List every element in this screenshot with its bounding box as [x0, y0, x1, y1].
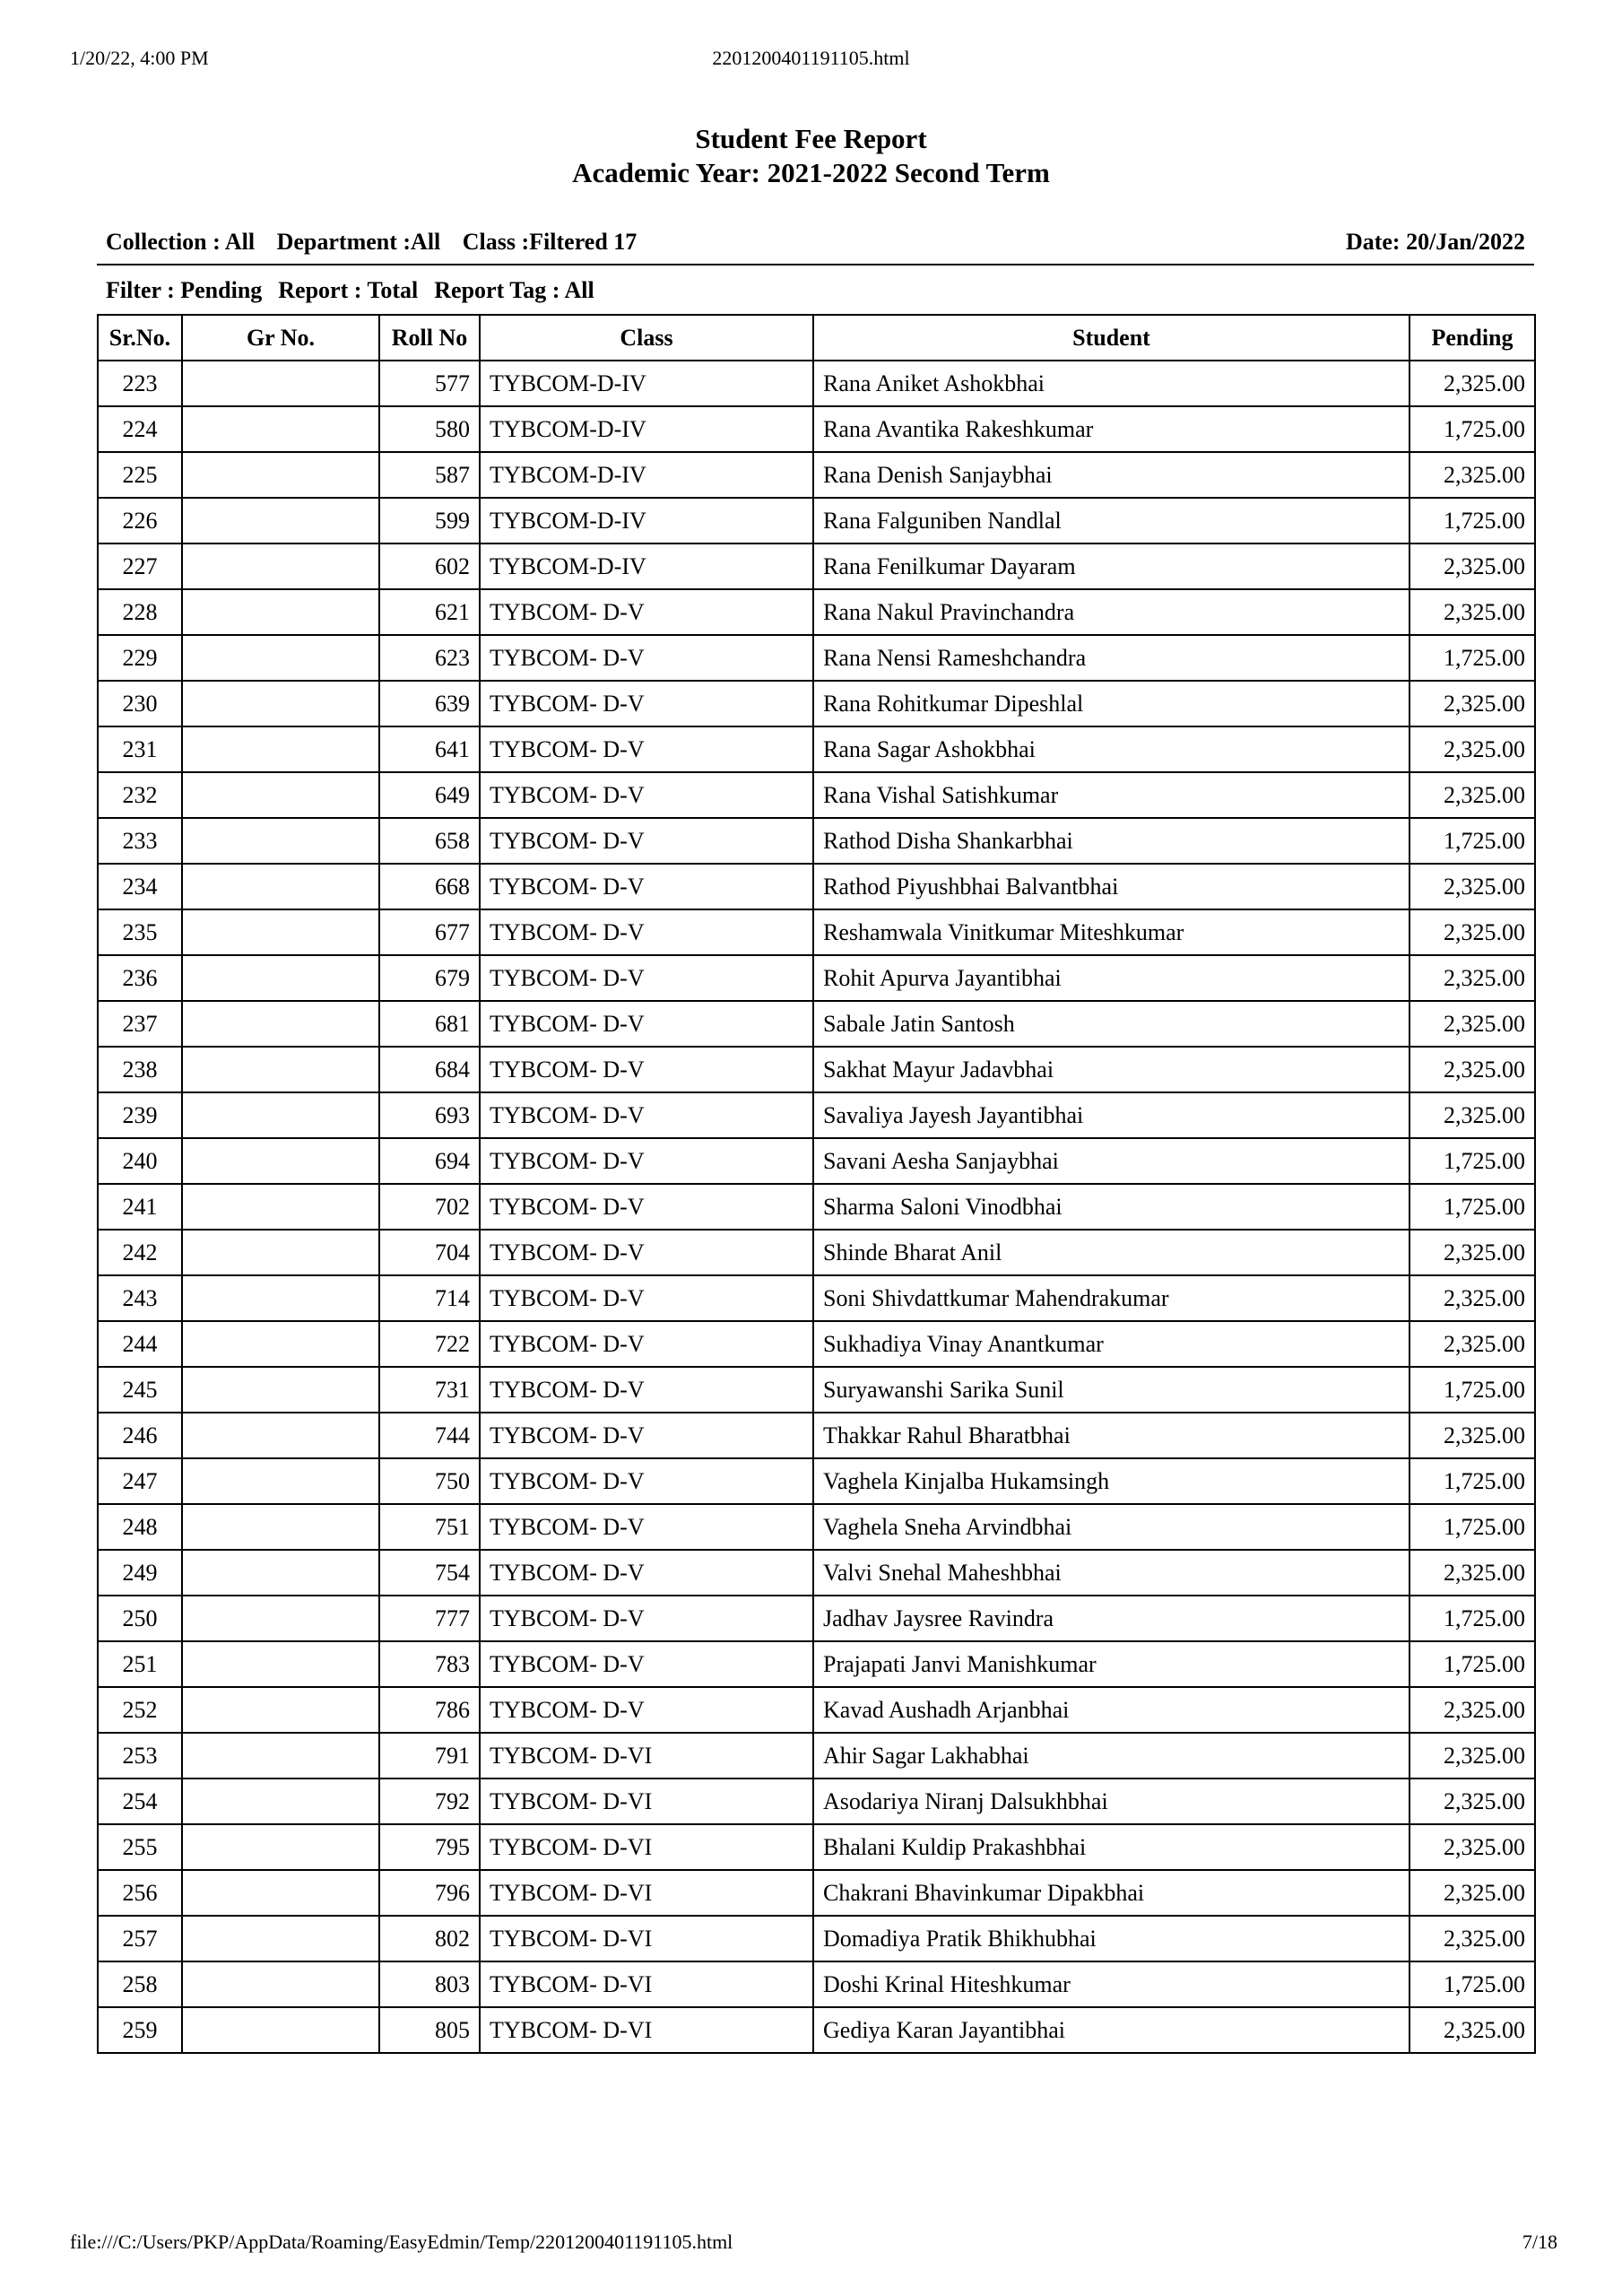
cell-sr-no: 223	[98, 361, 182, 406]
cell-sr-no: 237	[98, 1001, 182, 1047]
cell-pending: 1,725.00	[1409, 1367, 1535, 1413]
cell-gr-no	[182, 589, 379, 635]
filter-row-1	[97, 222, 1534, 262]
cell-class: TYBCOM- D-VI	[480, 1870, 813, 1916]
header-sr-no: Sr.No.	[98, 315, 182, 361]
cell-student: Kavad Aushadh Arjanbhai	[813, 1687, 1409, 1733]
table-row	[98, 1184, 1535, 1230]
table-row	[98, 818, 1535, 864]
table-row	[98, 1275, 1535, 1321]
cell-pending: 2,325.00	[1409, 1047, 1535, 1092]
cell-pending: 2,325.00	[1409, 452, 1535, 498]
cell-class: TYBCOM- D-V	[480, 1138, 813, 1184]
cell-roll-no: 580	[379, 406, 480, 452]
cell-pending: 2,325.00	[1409, 1779, 1535, 1824]
cell-pending: 2,325.00	[1409, 1001, 1535, 1047]
cell-class: TYBCOM- D-V	[480, 1596, 813, 1641]
cell-sr-no: 239	[98, 1092, 182, 1138]
cell-class: TYBCOM- D-VI	[480, 1779, 813, 1824]
cell-gr-no	[182, 1641, 379, 1687]
cell-gr-no	[182, 681, 379, 726]
cell-student: Rana Rohitkumar Dipeshlal	[813, 681, 1409, 726]
table-header-row	[98, 315, 1535, 361]
cell-class: TYBCOM- D-VI	[480, 1824, 813, 1870]
cell-gr-no	[182, 1230, 379, 1275]
cell-roll-no: 805	[379, 2007, 480, 2053]
cell-student: Savani Aesha Sanjaybhai	[813, 1138, 1409, 1184]
cell-class: TYBCOM- D-V	[480, 1047, 813, 1092]
cell-roll-no: 658	[379, 818, 480, 864]
cell-class: TYBCOM- D-V	[480, 1275, 813, 1321]
cell-sr-no: 236	[98, 955, 182, 1001]
cell-student: Rana Avantika Rakeshkumar	[813, 406, 1409, 452]
cell-pending: 2,325.00	[1409, 1413, 1535, 1458]
cell-gr-no	[182, 2007, 379, 2053]
table-row	[98, 544, 1535, 589]
cell-student: Sukhadiya Vinay Anantkumar	[813, 1321, 1409, 1367]
cell-sr-no: 247	[98, 1458, 182, 1504]
cell-student: Rana Sagar Ashokbhai	[813, 726, 1409, 772]
report-title-block	[0, 122, 1622, 190]
cell-gr-no	[182, 864, 379, 909]
cell-class: TYBCOM- D-V	[480, 1001, 813, 1047]
table-row	[98, 1550, 1535, 1596]
cell-roll-no: 621	[379, 589, 480, 635]
cell-student: Rana Aniket Ashokbhai	[813, 361, 1409, 406]
cell-gr-no	[182, 544, 379, 589]
cell-gr-no	[182, 1001, 379, 1047]
cell-sr-no: 242	[98, 1230, 182, 1275]
cell-roll-no: 791	[379, 1733, 480, 1779]
cell-pending: 2,325.00	[1409, 726, 1535, 772]
header-class: Class	[480, 315, 813, 361]
cell-student: Asodariya Niranj Dalsukhbhai	[813, 1779, 1409, 1824]
cell-pending: 2,325.00	[1409, 544, 1535, 589]
cell-roll-no: 684	[379, 1047, 480, 1092]
cell-sr-no: 256	[98, 1870, 182, 1916]
table-row	[98, 1230, 1535, 1275]
cell-roll-no: 796	[379, 1870, 480, 1916]
cell-student: Bhalani Kuldip Prakashbhai	[813, 1824, 1409, 1870]
cell-roll-no: 754	[379, 1550, 480, 1596]
cell-sr-no: 230	[98, 681, 182, 726]
cell-gr-no	[182, 406, 379, 452]
cell-gr-no	[182, 1870, 379, 1916]
page-number: 7/18	[1522, 2231, 1557, 2253]
header-pending: Pending	[1409, 315, 1535, 361]
cell-class: TYBCOM- D-VI	[480, 1916, 813, 1961]
cell-roll-no: 722	[379, 1321, 480, 1367]
cell-class: TYBCOM- D-VI	[480, 2007, 813, 2053]
report-subtitle: Academic Year: 2021-2022 Second Term	[572, 157, 1050, 188]
cell-student: Prajapati Janvi Manishkumar	[813, 1641, 1409, 1687]
cell-roll-no: 649	[379, 772, 480, 818]
cell-sr-no: 254	[98, 1779, 182, 1824]
cell-sr-no: 252	[98, 1687, 182, 1733]
cell-class: TYBCOM-D-IV	[480, 544, 813, 589]
cell-roll-no: 602	[379, 544, 480, 589]
cell-student: Doshi Krinal Hiteshkumar	[813, 1961, 1409, 2007]
cell-student: Rathod Disha Shankarbhai	[813, 818, 1409, 864]
cell-roll-no: 777	[379, 1596, 480, 1641]
cell-student: Chakrani Bhavinkumar Dipakbhai	[813, 1870, 1409, 1916]
cell-gr-no	[182, 1596, 379, 1641]
cell-gr-no	[182, 1321, 379, 1367]
table-row	[98, 635, 1535, 681]
collection-filter: Collection : All	[106, 229, 256, 255]
cell-pending: 2,325.00	[1409, 1870, 1535, 1916]
report-tag: Report Tag : All	[434, 277, 594, 303]
table-row	[98, 1596, 1535, 1641]
cell-pending: 1,725.00	[1409, 818, 1535, 864]
table-row	[98, 1687, 1535, 1733]
cell-gr-no	[182, 1458, 379, 1504]
cell-class: TYBCOM- D-VI	[480, 1961, 813, 2007]
cell-pending: 1,725.00	[1409, 406, 1535, 452]
cell-roll-no: 714	[379, 1275, 480, 1321]
table-row	[98, 1138, 1535, 1184]
cell-roll-no: 679	[379, 955, 480, 1001]
cell-student: Vaghela Sneha Arvindbhai	[813, 1504, 1409, 1550]
cell-pending: 2,325.00	[1409, 1916, 1535, 1961]
cell-pending: 2,325.00	[1409, 681, 1535, 726]
cell-gr-no	[182, 1550, 379, 1596]
cell-student: Suryawanshi Sarika Sunil	[813, 1367, 1409, 1413]
cell-roll-no: 599	[379, 498, 480, 544]
cell-sr-no: 258	[98, 1961, 182, 2007]
table-row	[98, 1779, 1535, 1824]
cell-pending: 2,325.00	[1409, 2007, 1535, 2053]
cell-class: TYBCOM- D-V	[480, 1367, 813, 1413]
cell-roll-no: 577	[379, 361, 480, 406]
cell-class: TYBCOM- D-V	[480, 1230, 813, 1275]
cell-roll-no: 795	[379, 1824, 480, 1870]
cell-class: TYBCOM-D-IV	[480, 498, 813, 544]
cell-student: Sakhat Mayur Jadavbhai	[813, 1047, 1409, 1092]
table-row	[98, 1047, 1535, 1092]
cell-pending: 1,725.00	[1409, 1504, 1535, 1550]
cell-pending: 2,325.00	[1409, 1550, 1535, 1596]
cell-student: Domadiya Pratik Bhikhubhai	[813, 1916, 1409, 1961]
cell-roll-no: 623	[379, 635, 480, 681]
table-row	[98, 1321, 1535, 1367]
table-row	[98, 864, 1535, 909]
cell-gr-no	[182, 1413, 379, 1458]
cell-sr-no: 225	[98, 452, 182, 498]
cell-student: Rana Denish Sanjaybhai	[813, 452, 1409, 498]
cell-gr-no	[182, 635, 379, 681]
cell-student: Ahir Sagar Lakhabhai	[813, 1733, 1409, 1779]
cell-class: TYBCOM- D-V	[480, 1687, 813, 1733]
cell-sr-no: 224	[98, 406, 182, 452]
cell-sr-no: 238	[98, 1047, 182, 1092]
cell-sr-no: 227	[98, 544, 182, 589]
table-row	[98, 1458, 1535, 1504]
cell-class: TYBCOM- D-V	[480, 818, 813, 864]
cell-pending: 1,725.00	[1409, 635, 1535, 681]
cell-class: TYBCOM- D-V	[480, 635, 813, 681]
class-filter: Class :Filtered 17	[462, 229, 638, 255]
table-row	[98, 1733, 1535, 1779]
cell-sr-no: 245	[98, 1367, 182, 1413]
table-row	[98, 1413, 1535, 1458]
cell-roll-no: 731	[379, 1367, 480, 1413]
cell-pending: 2,325.00	[1409, 1092, 1535, 1138]
report-type: Report : Total	[278, 277, 419, 303]
header-student: Student	[813, 315, 1409, 361]
table-row	[98, 452, 1535, 498]
table-row	[98, 955, 1535, 1001]
cell-gr-no	[182, 726, 379, 772]
report-title: Student Fee Report	[695, 123, 927, 154]
cell-roll-no: 786	[379, 1687, 480, 1733]
filter-row-2	[97, 271, 1534, 310]
print-datetime: 1/20/22, 4:00 PM	[70, 47, 209, 69]
cell-gr-no	[182, 1367, 379, 1413]
table-row	[98, 772, 1535, 818]
cell-class: TYBCOM- D-V	[480, 909, 813, 955]
cell-pending: 1,725.00	[1409, 1184, 1535, 1230]
cell-gr-no	[182, 1733, 379, 1779]
table-row	[98, 361, 1535, 406]
table-row	[98, 1916, 1535, 1961]
cell-roll-no: 704	[379, 1230, 480, 1275]
cell-roll-no: 639	[379, 681, 480, 726]
filter-group-left	[106, 229, 637, 256]
cell-pending: 2,325.00	[1409, 1733, 1535, 1779]
filter-divider	[97, 264, 1534, 265]
cell-pending: 2,325.00	[1409, 1275, 1535, 1321]
cell-sr-no: 231	[98, 726, 182, 772]
cell-gr-no	[182, 772, 379, 818]
cell-roll-no: 693	[379, 1092, 480, 1138]
cell-gr-no	[182, 955, 379, 1001]
cell-gr-no	[182, 1047, 379, 1092]
cell-gr-no	[182, 1184, 379, 1230]
cell-gr-no	[182, 361, 379, 406]
cell-roll-no: 792	[379, 1779, 480, 1824]
cell-roll-no: 803	[379, 1961, 480, 2007]
cell-student: Thakkar Rahul Bharatbhai	[813, 1413, 1409, 1458]
cell-sr-no: 229	[98, 635, 182, 681]
table-row	[98, 1824, 1535, 1870]
cell-gr-no	[182, 909, 379, 955]
table-row	[98, 681, 1535, 726]
cell-student: Savaliya Jayesh Jayantibhai	[813, 1092, 1409, 1138]
cell-sr-no: 243	[98, 1275, 182, 1321]
cell-roll-no: 681	[379, 1001, 480, 1047]
cell-student: Rana Falguniben Nandlal	[813, 498, 1409, 544]
report-date: Date: 20/Jan/2022	[1345, 229, 1525, 255]
cell-roll-no: 694	[379, 1138, 480, 1184]
cell-pending: 2,325.00	[1409, 1687, 1535, 1733]
cell-sr-no: 241	[98, 1184, 182, 1230]
file-path: file:///C:/Users/PKP/AppData/Roaming/EasyEdmin/Temp/2201200401191105.html	[70, 2231, 733, 2253]
cell-class: TYBCOM- D-V	[480, 589, 813, 635]
cell-roll-no: 641	[379, 726, 480, 772]
table-row	[98, 1504, 1535, 1550]
cell-class: TYBCOM- D-V	[480, 1321, 813, 1367]
cell-sr-no: 246	[98, 1413, 182, 1458]
cell-pending: 2,325.00	[1409, 772, 1535, 818]
department-filter: Department :All	[276, 229, 441, 255]
cell-sr-no: 255	[98, 1824, 182, 1870]
cell-pending: 2,325.00	[1409, 955, 1535, 1001]
cell-pending: 2,325.00	[1409, 361, 1535, 406]
cell-pending: 2,325.00	[1409, 1230, 1535, 1275]
cell-sr-no: 251	[98, 1641, 182, 1687]
cell-student: Valvi Snehal Maheshbhai	[813, 1550, 1409, 1596]
cell-gr-no	[182, 1504, 379, 1550]
table-row	[98, 406, 1535, 452]
cell-gr-no	[182, 1275, 379, 1321]
cell-student: Rana Vishal Satishkumar	[813, 772, 1409, 818]
cell-sr-no: 228	[98, 589, 182, 635]
cell-student: Rohit Apurva Jayantibhai	[813, 955, 1409, 1001]
cell-gr-no	[182, 1687, 379, 1733]
cell-student: Jadhav Jaysree Ravindra	[813, 1596, 1409, 1641]
cell-class: TYBCOM- D-V	[480, 1504, 813, 1550]
table-row	[98, 1001, 1535, 1047]
table-row	[98, 726, 1535, 772]
cell-class: TYBCOM- D-V	[480, 772, 813, 818]
cell-gr-no	[182, 498, 379, 544]
cell-student: Gediya Karan Jayantibhai	[813, 2007, 1409, 2053]
cell-gr-no	[182, 452, 379, 498]
cell-class: TYBCOM- D-V	[480, 1184, 813, 1230]
table-row	[98, 589, 1535, 635]
cell-class: TYBCOM- D-V	[480, 726, 813, 772]
cell-pending: 2,325.00	[1409, 1824, 1535, 1870]
cell-student: Vaghela Kinjalba Hukamsingh	[813, 1458, 1409, 1504]
cell-pending: 1,725.00	[1409, 1961, 1535, 2007]
fee-table	[97, 314, 1536, 2054]
cell-class: TYBCOM- D-V	[480, 1092, 813, 1138]
cell-sr-no: 253	[98, 1733, 182, 1779]
cell-sr-no: 259	[98, 2007, 182, 2053]
cell-pending: 1,725.00	[1409, 498, 1535, 544]
cell-student: Soni Shivdattkumar Mahendrakumar	[813, 1275, 1409, 1321]
cell-roll-no: 750	[379, 1458, 480, 1504]
cell-pending: 1,725.00	[1409, 1458, 1535, 1504]
cell-class: TYBCOM-D-IV	[480, 406, 813, 452]
table-row	[98, 1870, 1535, 1916]
cell-gr-no	[182, 1916, 379, 1961]
cell-sr-no: 234	[98, 864, 182, 909]
cell-pending: 2,325.00	[1409, 589, 1535, 635]
cell-roll-no: 802	[379, 1916, 480, 1961]
cell-sr-no: 226	[98, 498, 182, 544]
cell-student: Rathod Piyushbhai Balvantbhai	[813, 864, 1409, 909]
cell-roll-no: 677	[379, 909, 480, 955]
cell-sr-no: 240	[98, 1138, 182, 1184]
cell-student: Rana Nensi Rameshchandra	[813, 635, 1409, 681]
cell-roll-no: 751	[379, 1504, 480, 1550]
print-filename: 2201200401191105.html	[712, 47, 910, 69]
table-row	[98, 1961, 1535, 2007]
cell-roll-no: 783	[379, 1641, 480, 1687]
table-row	[98, 2007, 1535, 2053]
cell-roll-no: 668	[379, 864, 480, 909]
cell-class: TYBCOM- D-VI	[480, 1733, 813, 1779]
cell-student: Reshamwala Vinitkumar Miteshkumar	[813, 909, 1409, 955]
cell-class: TYBCOM- D-V	[480, 1458, 813, 1504]
cell-class: TYBCOM- D-V	[480, 864, 813, 909]
cell-class: TYBCOM- D-V	[480, 1641, 813, 1687]
cell-class: TYBCOM-D-IV	[480, 361, 813, 406]
cell-gr-no	[182, 1779, 379, 1824]
cell-class: TYBCOM- D-V	[480, 1413, 813, 1458]
cell-student: Sabale Jatin Santosh	[813, 1001, 1409, 1047]
cell-class: TYBCOM- D-V	[480, 955, 813, 1001]
cell-gr-no	[182, 1961, 379, 2007]
cell-sr-no: 257	[98, 1916, 182, 1961]
cell-student: Rana Fenilkumar Dayaram	[813, 544, 1409, 589]
cell-sr-no: 249	[98, 1550, 182, 1596]
cell-sr-no: 250	[98, 1596, 182, 1641]
cell-gr-no	[182, 1138, 379, 1184]
cell-class: TYBCOM-D-IV	[480, 452, 813, 498]
cell-pending: 1,725.00	[1409, 1641, 1535, 1687]
table-row	[98, 1641, 1535, 1687]
cell-gr-no	[182, 818, 379, 864]
table-row	[98, 1092, 1535, 1138]
cell-student: Sharma Saloni Vinodbhai	[813, 1184, 1409, 1230]
cell-pending: 2,325.00	[1409, 864, 1535, 909]
table-row	[98, 1367, 1535, 1413]
cell-gr-no	[182, 1824, 379, 1870]
cell-gr-no	[182, 1092, 379, 1138]
cell-roll-no: 702	[379, 1184, 480, 1230]
cell-pending: 2,325.00	[1409, 1321, 1535, 1367]
cell-student: Rana Nakul Pravinchandra	[813, 589, 1409, 635]
cell-roll-no: 587	[379, 452, 480, 498]
cell-sr-no: 232	[98, 772, 182, 818]
cell-sr-no: 235	[98, 909, 182, 955]
cell-pending: 1,725.00	[1409, 1138, 1535, 1184]
cell-sr-no: 248	[98, 1504, 182, 1550]
cell-pending: 2,325.00	[1409, 909, 1535, 955]
cell-student: Shinde Bharat Anil	[813, 1230, 1409, 1275]
cell-sr-no: 233	[98, 818, 182, 864]
header-roll-no: Roll No	[379, 315, 480, 361]
cell-pending: 1,725.00	[1409, 1596, 1535, 1641]
cell-class: TYBCOM- D-V	[480, 681, 813, 726]
table-row	[98, 909, 1535, 955]
cell-roll-no: 744	[379, 1413, 480, 1458]
cell-sr-no: 244	[98, 1321, 182, 1367]
cell-class: TYBCOM- D-V	[480, 1550, 813, 1596]
table-row	[98, 498, 1535, 544]
pending-filter: Filter : Pending	[106, 277, 263, 303]
header-gr-no: Gr No.	[182, 315, 379, 361]
